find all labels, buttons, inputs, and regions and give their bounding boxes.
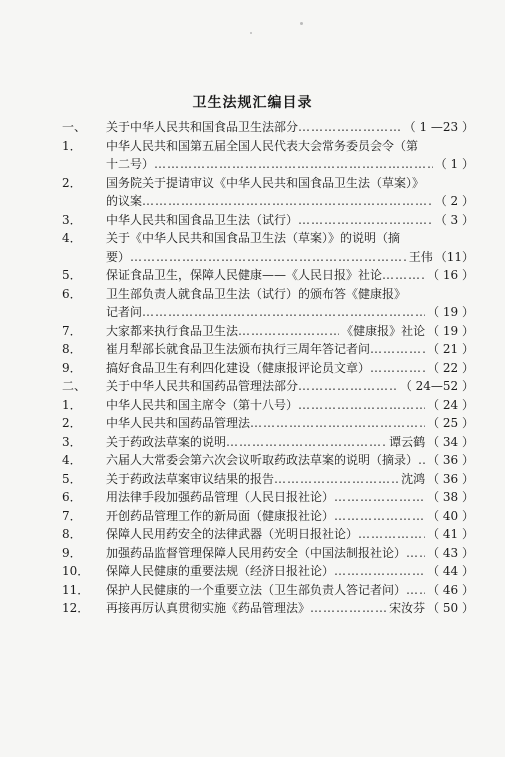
entry-page-range: （ 2 ） [434,194,474,208]
toc-entry [62,544,474,563]
dot-leader [298,118,402,137]
entry-title: 六届人大常委会第六次会议听取药政法草案的说明（摘录） [106,453,419,467]
entry-title: 中华人民共和国药品管理法 [106,416,251,430]
entry-page-range: （ 34 ） [427,434,474,449]
entry-page-range: （ 22 ） [427,360,474,375]
entry-number: 5． [62,268,82,282]
entry-title: 关于药政法草案审议结果的报告 [106,471,275,486]
entry-title: 记者问 [106,305,143,319]
entry-number: 8． [62,527,82,541]
entry-page-range: （ 41 ） [427,527,474,541]
paper-speck [300,22,303,25]
dot-leader [238,322,339,341]
entry-author: 谭云鹤 [389,434,426,449]
entry-title: 关于《中华人民共和国食品卫生法（草案）》的说明（摘 [106,231,401,245]
entry-title: 大家都来执行食品卫生法 [106,323,239,338]
dot-leader [154,155,433,174]
toc-entry [62,118,474,137]
entry-number: 1． [62,397,82,412]
dot-leader [298,396,425,415]
dot-leader [406,544,425,563]
entry-page-range: （ 16 ） [427,268,474,282]
toc-entry [62,451,474,470]
entry-title: 关于中华人民共和国药品管理法部分 [106,379,299,393]
dot-leader [142,192,433,211]
entry-number: 3． [62,212,82,227]
entry-page-range: （11） [434,249,474,264]
toc-entry [62,562,474,581]
entry-title: 崔月犁部长就食品卫生法颁布执行三周年答记者问 [106,342,371,356]
entry-title: 关于药政法草案的说明 [106,434,227,449]
toc-entry [62,359,474,378]
entry-page-range: （ 50 ） [427,601,474,615]
entry-page-range: （ 44 ） [427,564,474,578]
toc-entry [62,525,474,544]
entry-number: 7． [62,323,82,338]
entry-title: 再接再厉认真贯彻实施《药品管理法》 [106,601,311,615]
entry-title: 用法律手段加强药品管理（人民日报社论） [106,490,335,504]
entry-number: 12． [62,601,90,615]
entry-number: 2． [62,416,82,430]
dot-leader [250,414,425,433]
table-of-contents [62,118,474,618]
entry-number: 7． [62,508,82,523]
dot-leader [334,507,425,526]
toc-entry [62,488,474,507]
toc-entry [62,377,474,396]
toc-entry [62,266,474,285]
entry-title: 要） [106,249,131,264]
entry-title: 保护人民健康的一个重要立法（卫生部负责人答记者问） [106,582,407,597]
entry-title: 开创药品管理工作的新局面（健康报社论） [106,508,335,523]
entry-author: 宋汝芬 [389,601,426,615]
dot-leader [418,451,425,470]
toc-entry [62,340,474,359]
toc-entry-continuation [62,248,474,267]
entry-number: 5． [62,471,82,486]
entry-author: 王伟 [408,249,433,264]
toc-entry [62,229,474,248]
toc-entry [62,285,474,304]
entry-title: 保证食品卫生，保障人民健康——《人民日报》社论 [106,268,383,282]
entry-number: 9． [62,545,82,560]
entry-page-range: （ 36 ） [427,471,474,486]
entry-title: 关于中华人民共和国食品卫生法部分 [106,120,299,134]
toc-entry-continuation [62,303,474,322]
dot-leader [142,303,425,322]
entry-number: 11． [62,582,90,597]
entry-number: 4． [62,231,82,245]
page-title: 卫生法规汇编目录 [192,95,313,111]
entry-page-range: （ 19 ） [427,323,474,338]
entry-number: 9． [62,360,82,375]
entry-page-range: （ 1 —23 ） [403,120,474,134]
dot-leader [382,266,425,285]
entry-author: 《健康报》社论 [341,323,426,338]
dot-leader [370,340,425,359]
entry-number: 1． [62,138,82,153]
entry-page-range: （ 24 ） [427,397,474,412]
entry-author: 沈鸿 [401,471,426,486]
entry-page-range: （ 3 ） [434,212,474,227]
toc-entry [62,322,474,341]
entry-number: 6． [62,286,82,301]
toc-entry-continuation [62,155,474,174]
toc-entry [62,433,474,452]
entry-title: 卫生部负责人就食品卫生法（试行）的颁布答《健康报》 [106,286,407,301]
entry-title: 国务院关于提请审议《中华人民共和国食品卫生法（草案）》 [106,175,425,190]
dot-leader [226,433,387,452]
toc-entry [62,507,474,526]
dot-leader [298,211,433,230]
entry-page-range: （ 21 ） [427,342,474,356]
entry-title: 十二号） [106,157,155,171]
entry-title: 中华人民共和国主席令（第十八号） [106,397,299,412]
dot-leader [406,581,425,600]
dot-leader [334,488,425,507]
entry-title: 保障人民用药安全的法律武器（光明日报社论） [106,527,359,541]
entry-title: 保障人民健康的重要法规（经济日报社论） [106,564,335,578]
entry-number: 3． [62,434,82,449]
dot-leader [334,562,425,581]
toc-entry [62,211,474,230]
dot-leader [310,599,387,618]
toc-entry [62,470,474,489]
entry-title: 中华人民共和国第五届全国人民代表大会常务委员会令（第 [106,138,419,153]
entry-page-range: （ 19 ） [427,305,474,319]
entry-number: 6． [62,490,82,504]
entry-number: 8． [62,342,82,356]
dot-leader [370,359,425,378]
toc-entry [62,599,474,618]
toc-entry-continuation [62,192,474,211]
toc-entry [62,581,474,600]
toc-entry [62,396,474,415]
toc-entry [62,174,474,193]
dot-leader [358,525,425,544]
entry-title: 加强药品监督管理保障人民用药安全（中国法制报社论） [106,545,407,560]
entry-title: 中华人民共和国食品卫生法（试行） [106,212,299,227]
dot-leader [274,470,399,489]
entry-page-range: （ 24—52 ） [399,379,474,393]
entry-page-range: （ 36 ） [427,453,474,467]
paper-speck [250,32,252,34]
entry-page-range: （ 46 ） [427,582,474,597]
entry-page-range: （ 38 ） [427,490,474,504]
entry-page-range: （ 43 ） [427,545,474,560]
entry-number: 一、 [62,120,87,134]
entry-number: 4． [62,453,82,467]
entry-number: 2． [62,175,82,190]
dot-leader [130,248,407,267]
entry-title: 搞好食品卫生有利四化建设（健康报评论员文章） [106,360,371,375]
entry-page-range: （ 40 ） [427,508,474,523]
entry-page-range: （ 25 ） [427,416,474,430]
entry-title: 的议案 [106,194,143,208]
entry-page-range: （ 1 ） [434,157,474,171]
entry-number: 二、 [62,379,87,393]
toc-entry [62,137,474,156]
dot-leader [298,377,398,396]
toc-entry [62,414,474,433]
entry-number: 10． [62,564,90,578]
